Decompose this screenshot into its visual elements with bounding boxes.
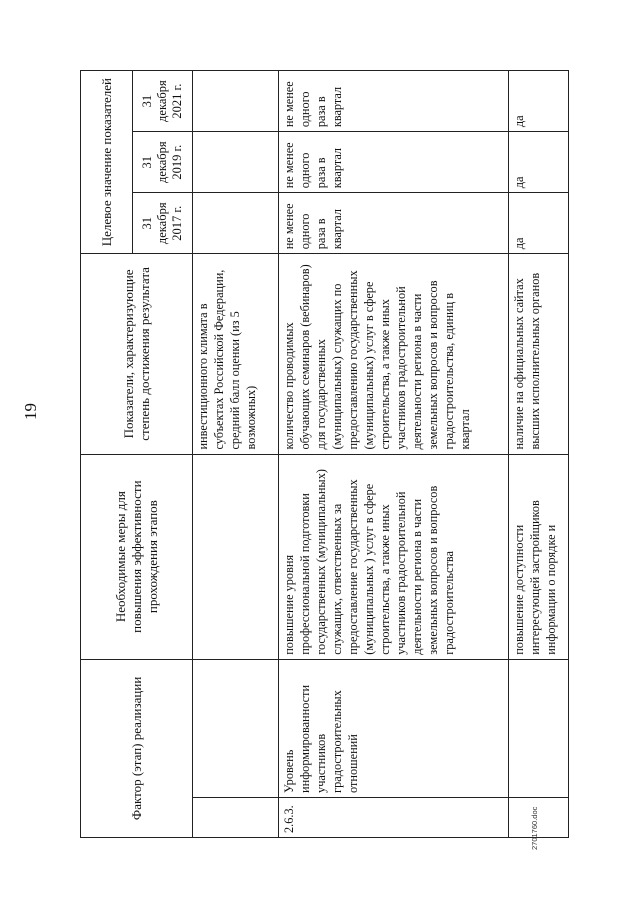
table-header-row [81, 71, 133, 838]
row-factor: Уровень информированности участников градостроительных отношений [279, 659, 509, 797]
page-number: 19 [21, 403, 40, 420]
row-value-2017: не менее одного раза в квартал [279, 193, 509, 254]
row-value-2019 [193, 132, 279, 193]
row-indicator: количество проводимых обучающих семинаров (вебинаров) для государственных (муниципальных) служащих по предоставлению государственных (муниципальных) услуг в сфере строительства, а также иных участников градостроительной деятельности региона в части земельных вопросов и вопросов градостроительства, единиц в квартал [279, 254, 509, 454]
row-measure: повышение уровня профессиональной подготовки государственных (муниципальных) служащих, ответственных за предоставление государственных (муниципальных ) услуг в сфере строительства, а также иных участников градостроительной деятельности региона в части земельных вопросов и вопросов градостроительства [279, 454, 509, 659]
header-target: Целевое значение показателей [81, 71, 133, 254]
header-factor: Фактор (этап) реализации [81, 659, 193, 837]
row-value-2021: да [509, 71, 569, 132]
row-indicator: наличие на официальных сайтах высших исполнительных органов [509, 254, 569, 454]
row-value-2021: не менее одного раза в квартал [279, 71, 509, 132]
row-measure [193, 454, 279, 659]
measures-table [80, 70, 569, 838]
header-date-2021: 31 декабря 2021 г. [133, 71, 193, 132]
row-value-2019: не менее одного раза в квартал [279, 132, 509, 193]
row-measure: повышение доступности интересующей застройщиков информации о порядке и [509, 454, 569, 659]
row-indicator: инвестиционного климата в субъектах Российской Федерации, средний балл оценки (из 5 возможных) [193, 254, 279, 454]
header-date-2019: 31 декабря 2019 г. [133, 132, 193, 193]
table-row [193, 71, 279, 838]
row-value-2017: да [509, 193, 569, 254]
row-number: 2.6.3. [279, 797, 509, 837]
header-indicators: Показатели, характеризующие степень достижения результата [81, 254, 193, 454]
row-value-2017 [193, 193, 279, 254]
row-value-2021 [193, 71, 279, 132]
row-value-2019: да [509, 132, 569, 193]
rotated-sheet [32, 70, 558, 850]
header-measures: Необходимые меры для повышения эффективности прохождения этапов [81, 454, 193, 659]
row-factor [509, 659, 569, 797]
table-row [279, 71, 509, 838]
header-date-2017: 31 декабря 2017 г. [133, 193, 193, 254]
footer-doc-code: 2701760.doc [530, 806, 539, 850]
table-row [509, 71, 569, 838]
row-factor [193, 659, 279, 797]
row-number [193, 797, 279, 837]
